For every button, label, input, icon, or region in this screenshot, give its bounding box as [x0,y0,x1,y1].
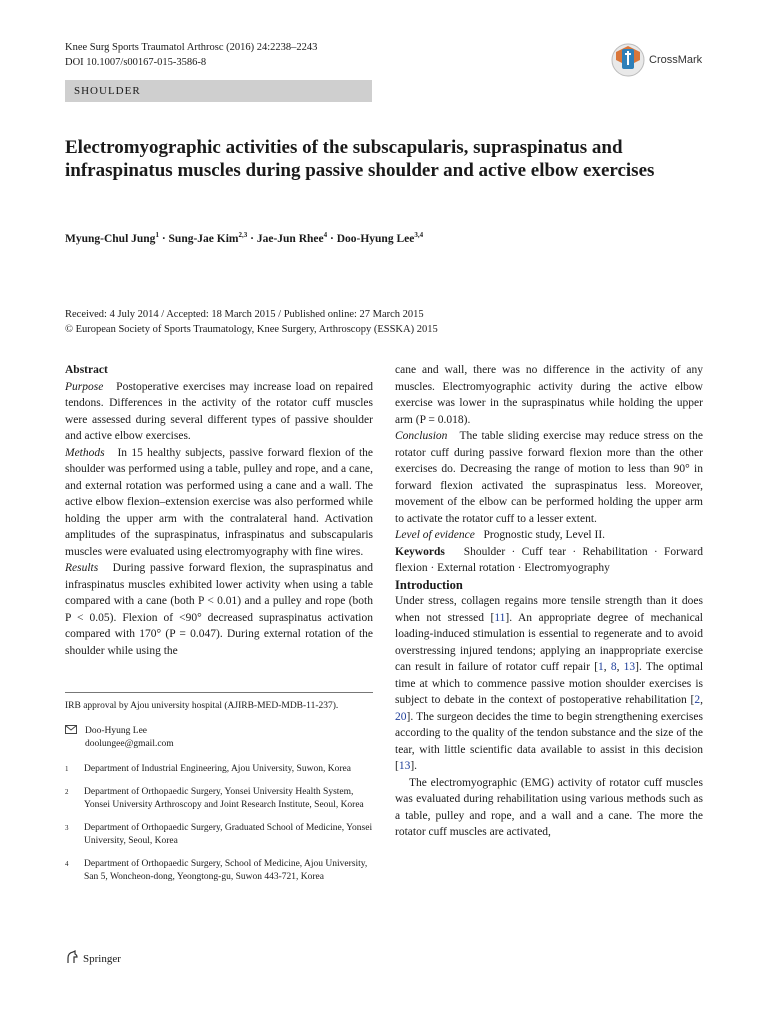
affiliation: 2 Department of Orthopaedic Surgery, Yonsei University Health System, Yonsei University Arthroscopy and Joint Research Institute, Seoul, Korea [65,787,364,810]
footnote-divider [65,692,373,693]
author-list [65,231,423,245]
citation-link[interactable]: 2 [694,694,701,706]
abstract-results-continued: cane and wall, there was no difference in the activity of any muscles. Electromyographic activity during the active elbow exercise was lower in the supraspinatus while holding the upper arm (P = 0.018). [395,364,703,426]
author[interactable]: Myung-Chul Jung$^1$ · [65,231,169,245]
publication-dates [65,307,438,337]
envelope-icon [65,725,77,751]
abstract-left-column [65,362,373,659]
journal-reference [65,40,317,70]
citation-link[interactable]: 20 [395,710,407,723]
history-dates: Received: 4 July 2014 / Accepted: 18 March 2015 / Published online: 27 March 2015 [65,309,424,320]
irb-note: IRB approval by Ajou university hospital (AJIRB-MED-MDB-11-237). [65,701,339,711]
author[interactable]: Doo-Hyung Lee$^{3,4}$ [336,231,424,245]
citation-link[interactable]: 1 [598,661,604,673]
publisher-name: Springer [83,952,121,965]
footnotes [65,692,373,894]
introduction-heading: Introduction [395,577,463,592]
crossmark-badge[interactable] [611,40,702,80]
crossmark-icon [611,40,645,80]
doi[interactable]: DOI 10.1007/s00167-015-3586-8 [65,57,207,68]
copyright: © European Society of Sports Traumatology, Knee Surgery, Arthroscopy (ESSKA) 2015 [65,324,438,335]
right-column [395,362,703,841]
keywords: Keywords Shoulder · Cuff tear · Rehabilitation · Forward flexion · External rotation · Electromyography [395,545,703,574]
affiliation: 3 Department of Orthopaedic Surgery, Graduated School of Medicine, Yonsei University, Seoul, Korea [65,823,373,846]
abstract-methods: Methods In 15 healthy subjects, passive forward flexion of the shoulder was performed using a table, pulley and rope, and a cane, and external rotation was performed using a cane and a wall. The active elbow flexion–extension exercise was also performed while holding the upper arm with the contralateral hand. Activation amplitudes of the supraspinatus, infraspinatus and subscapularis muscles were evaluated using electromyography with fine wires. [65,446,373,558]
introduction-paragraph-1: Under stress, collagen regains more tensile strength than it does when not stressed [11]. An appropriate degree of mechanical loading-induced stimulation is essential to regenerate and to avoid overstressing injured tendons; applying an inappropriate exercise can result in failure of rotator cuff repair [1, 8, 13]. The optimal time at which to commence passive motion shoulder exercises is subject to debate in the context of postoperative rehabilitation [2, 20]. The surgeon decides the time to begin strengthening exercises according to the quality of the tendon substance and the size of the tear, with little scientific data available to assist in this decision [13]. [395,595,704,772]
springer-horse-icon [65,950,79,967]
abstract-evidence: Level of evidence Prognostic study, Level II. [395,529,606,541]
affiliation: 1 Department of Industrial Engineering, Ajou University, Suwon, Korea [65,764,351,774]
citation-link[interactable]: 13 [398,760,411,772]
author[interactable]: Jae-Jun Rhee$^4$ · [256,231,337,245]
affiliation: 4 Department of Orthopaedic Surgery, School of Medicine, Ajou University, San 5, Woncheon-dong, Yeongtong-gu, Suwon 443-721, Korea [65,859,368,882]
author[interactable]: Sung-Jae Kim$^{2,3}$ · [168,231,257,245]
abstract-conclusion: Conclusion The table sliding exercise may reduce stress on the rotator cuff during passive forward flexion more than the other exercises do. Decreasing the range of motion to less than 90° in forward flexion activated the supraspinatus less. Moreover, movement of the elbow can be performed holding the upper arm to activate the rotator cuff to a lesser extent. [395,430,703,525]
citation-link[interactable]: 8 [610,661,617,673]
corresponding-author [65,725,373,751]
journal-citation: Knee Surg Sports Traumatol Arthrosc (2016) 24:2238–2243 [65,42,318,53]
contact-name: Doo-Hyung Lee [85,726,147,736]
abstract-results: Results During passive forward flexion, the supraspinatus and infraspinatus muscles exhibited lower activity when using a table compared with a cane (both P < 0.01) and a pulley and rope (both P < 0.05). Flexion of <90° decreased supraspinatus activation compared with 170° (P = 0.047). During external rotation of the shoulder while using the [65,562,373,657]
publisher-footer [65,950,121,967]
article-title: Electromyographic activities of the subscapularis, supraspinatus and infraspinatus muscles during passive shoulder and active elbow exercises [65,137,655,181]
citation-link[interactable]: 13 [623,661,636,673]
abstract-heading: Abstract [65,364,108,376]
abstract-purpose: Purpose Postoperative exercises may increase load on repaired tendons. Differences in the activity of the rotator cuff muscles were assessed during several different types of passive shoulder and active elbow exercises. [65,380,373,442]
crossmark-label: CrossMark [649,54,703,66]
introduction-paragraph-2: The electromyographic (EMG) activity of rotator cuff muscles was evaluated during rehabilitation using various methods such as a table, pulley and rope, and a wall and a cane. The more the rotator cuff muscles are activated, [395,776,703,838]
citation-link[interactable]: 11 [494,611,506,624]
section-banner: SHOULDER [65,80,372,102]
contact-email[interactable]: doolungee@gmail.com [85,739,174,749]
